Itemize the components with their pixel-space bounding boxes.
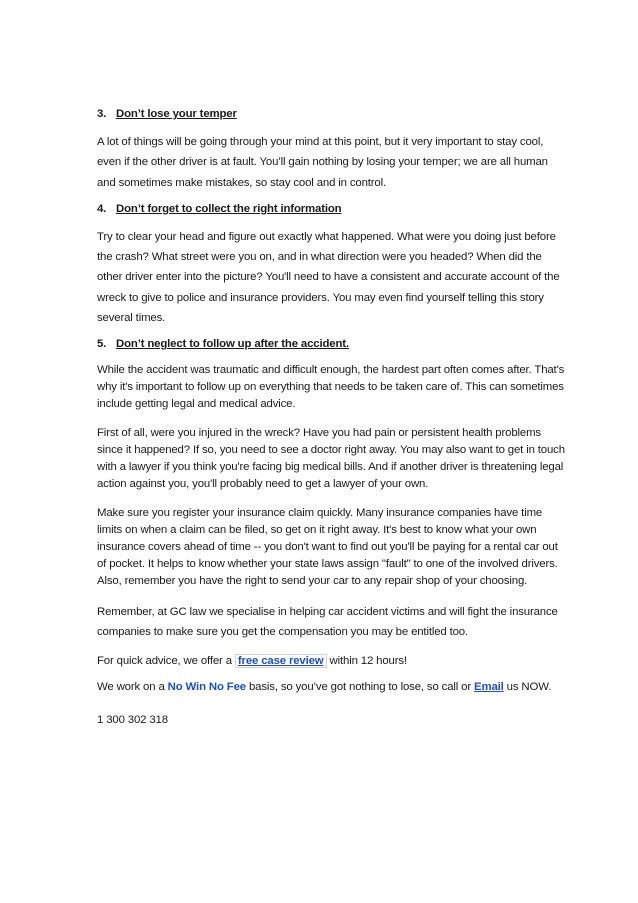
quick-advice-prefix: For quick advice, we offer a [97,654,235,667]
section-title: Don’t neglect to follow up after the accident. [116,338,349,351]
section-title: Don’t lose your temper [116,108,237,120]
section-4-heading [97,199,565,219]
insurance-paragraph: Make sure you register your insurance claim quickly. Many insurance companies have time limits on when a claim can be filed, so get on it right away. It's best to know what your own insurance covers ahead of time -- you don't want to find out you'll be paying for a rental car out of pocket. It helps to know whether your state laws assign "fault" to one of the involved drivers. Also, remember you have the right to send your car to any repair shop of your choosing. [97,507,558,588]
gc-law-paragraph: Remember, at GC law we specialise in helping car accident victims and will fight the insurance companies to make sure you get the compensation you may be entitled too. [97,606,558,639]
quick-advice-suffix: within 12 hours! [326,654,407,667]
section-number: 3. [97,108,107,120]
free-case-review-link[interactable]: free case review [235,654,327,668]
no-win-suffix: us NOW. [503,680,552,693]
section-3-body: A lot of things will be going through your mind at this point, but it very important to stay cool, even if the other driver is at fault. You’ll gain nothing by losing your temper; we are all human and sometimes make mistakes, so stay cool and in control. [97,136,548,189]
section-number: 5. [97,338,107,351]
quick-advice-line [97,651,565,671]
section-3-heading [97,104,565,124]
phone-number: 1 300 302 318 [97,713,168,726]
no-win-middle: basis, so you’ve got nothing to lose, so call or [245,680,475,693]
injury-paragraph: First of all, were you injured in the wreck? Have you had pain or persistent health problems since it happened? If so, you need to see a doctor right away. You may also want to get in touch with a lawyer if you think you're facing big medical bills. And if another driver is threatening legal action against you, you'll probably need to get a lawyer of your own. [97,427,565,491]
followup-paragraph: While the accident was traumatic and difficult enough, the hardest part often comes after. That's why it's important to follow up on everything that needs to be taken care of. This can sometimes include getting legal and medical advice. [97,364,565,411]
section-5-heading [97,334,565,354]
section-number: 4. [97,202,107,215]
no-win-paragraph [97,679,565,696]
section-4-body: Try to clear your head and figure out exactly what happened. What were you doing just before the crash? What street were you on, and in what direction were you headed? When did the other driver enter into the picture? You'll need to have a consistent and accurate account of the wreck to give to police and insurance providers. You may even find yourself telling this story several times. [97,231,560,324]
document-content [97,104,565,734]
email-link[interactable]: Email [474,680,504,693]
no-win-no-fee-link[interactable]: No Win No Fee [167,680,246,693]
no-win-prefix: We work on a [97,680,168,693]
section-title: Don’t forget to collect the right information [116,202,342,215]
